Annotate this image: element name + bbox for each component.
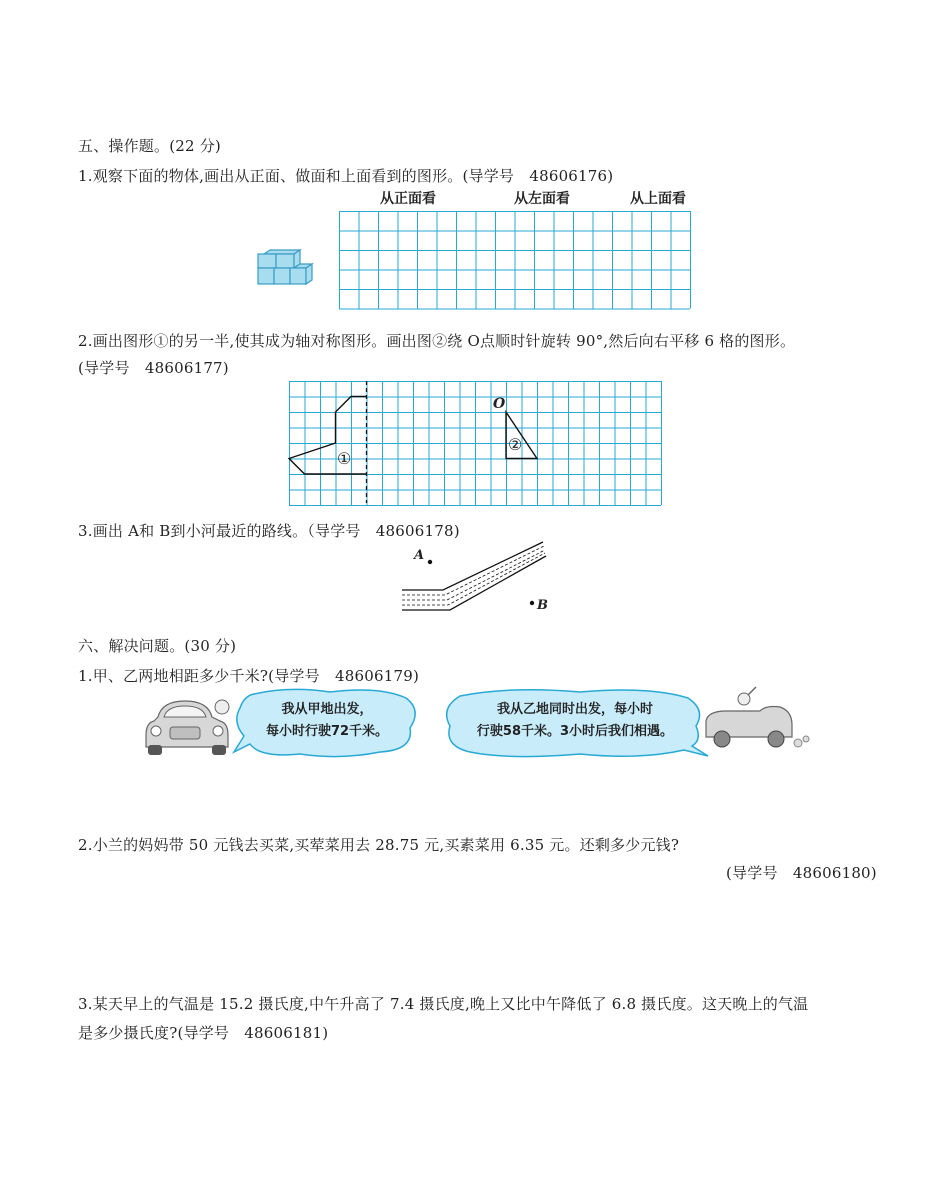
shape1-half [289,397,367,475]
shape2-label: ② [508,435,523,454]
q1-drawing-grid[interactable] [339,211,691,311]
q2-text-line2: (导学号 48606177) [78,359,229,377]
s6-q2-text: 2.小兰的妈妈带 50 元钱去买菜,买荤菜用去 28.75 元,买素菜用 6.35 元。还剩多少元钱? [78,836,680,854]
bubble-right-text [455,699,695,743]
top-view-label: 从上面看 [630,191,686,207]
section6-title: 六、解决问题。(30 分) [78,637,237,655]
q2-text-line1: 2.画出图形①的另一半,使其成为轴对称图形。画出图②绕 O点顺时针旋转 90°,然后向右平移 6 格的图形。 [78,332,796,350]
bubble-left-text [252,699,402,743]
shape1-label: ① [337,449,352,468]
point-o-label: O [493,396,506,412]
point-b-label: B [537,598,549,613]
bubble-right-line1: 我从乙地同时出发，每小时 [496,702,653,717]
q3-text: 3.画出 A和 B到小河最近的路线。（导学号 48606178) [78,522,460,540]
s6-q2-ref: (导学号 48606180) [726,864,877,882]
bubble-left-line2: 每小时行驶72千米。 [265,724,389,739]
section5-title: 五、操作题。(22 分) [78,137,221,155]
left-view-label: 从左面看 [514,191,570,207]
s6-q1-text: 1.甲、乙两地相距多少千米?(导学号 48606179) [78,667,420,685]
point-a-label: A [414,548,425,563]
car-right-icon [700,685,812,755]
bubble-right-line2: 行驶58千米。3小时后我们相遇。 [476,724,674,739]
q1-text: 1.观察下面的物体,画出从正面、做面和上面看到的图形。(导学号 48606176) [78,167,614,185]
cube-object-figure [250,250,320,300]
point-a [428,560,432,564]
point-b [530,601,534,605]
bubble-left-line1: 我从甲地出发， [281,702,373,717]
s6-q3-text-line2: 是多少摄氏度?(导学号 48606181) [78,1024,329,1042]
s6-q3-text-line1: 3.某天早上的气温是 15.2 摄氏度,中午升高了 7.4 摄氏度,晚上又比中午降低了 6.8 摄氏度。这天晚上的气温 [78,995,809,1013]
car-left-icon [140,695,235,760]
front-view-label: 从正面看 [380,191,436,207]
q2-drawing-grid[interactable] [289,381,661,503]
